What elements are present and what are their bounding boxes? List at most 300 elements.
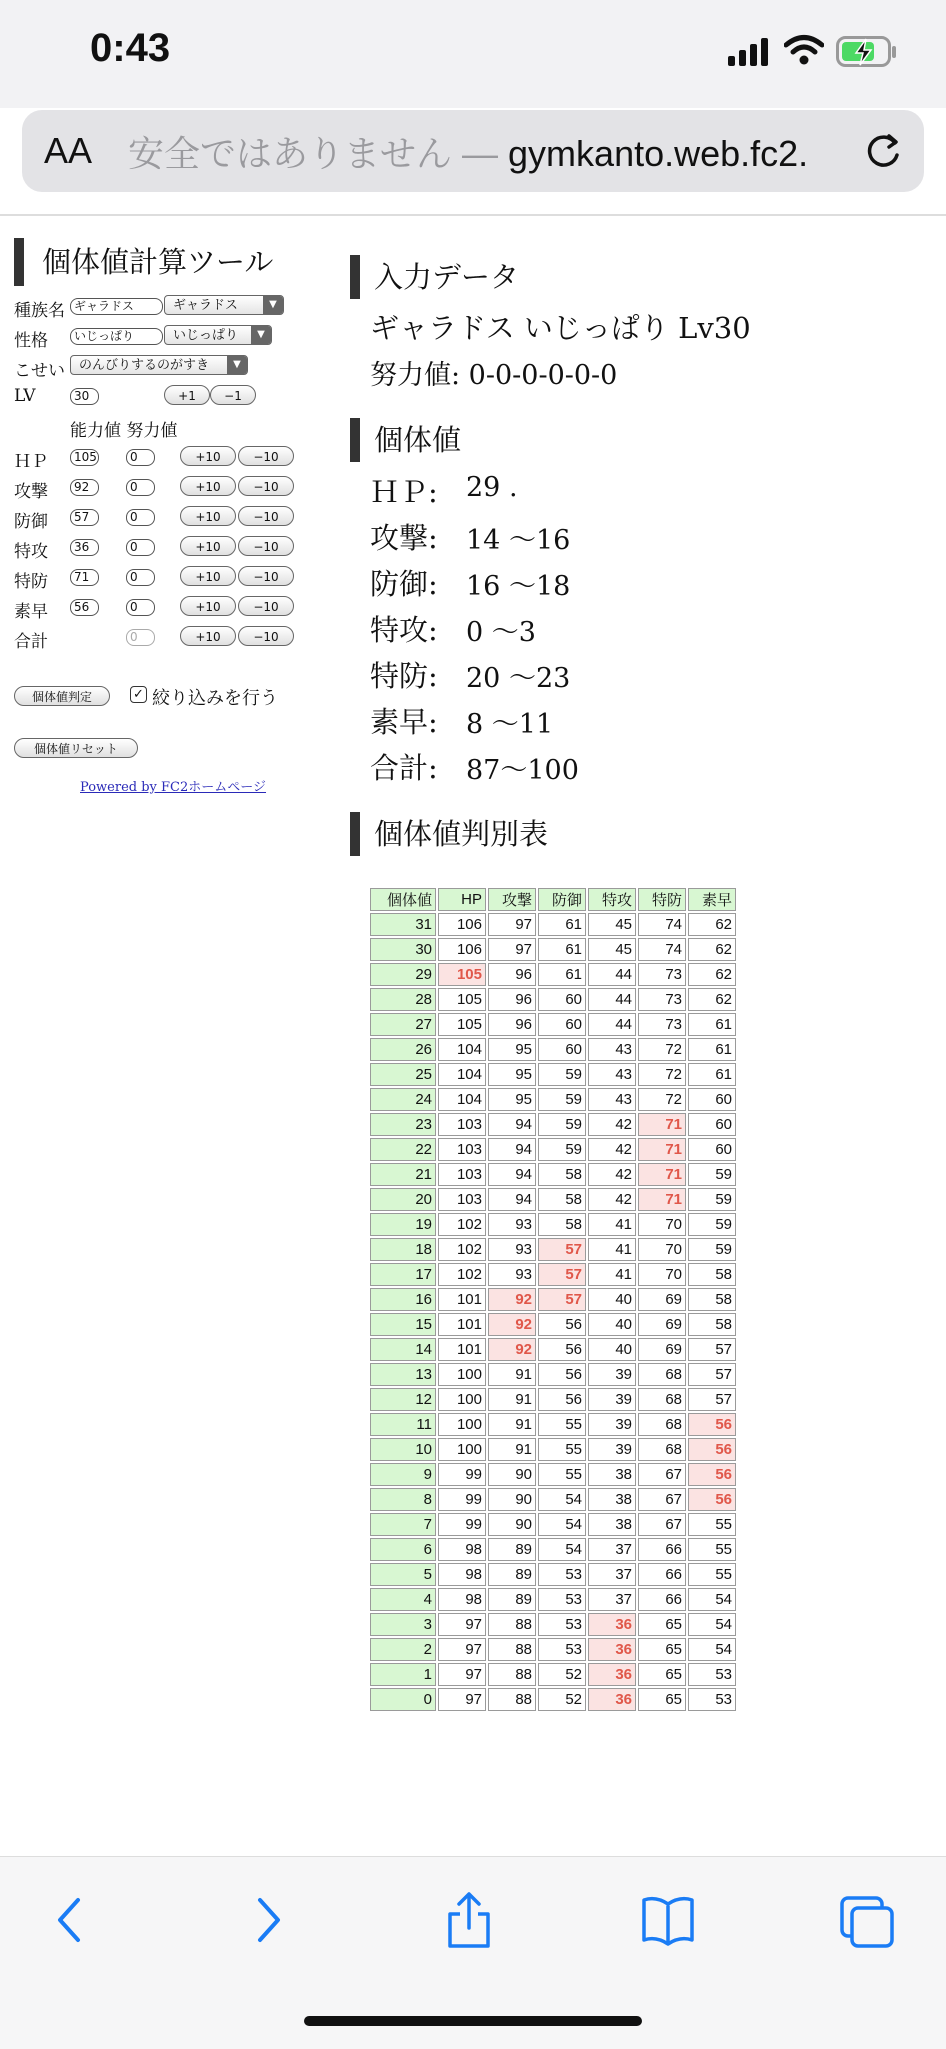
stat-cell: 89 xyxy=(488,1588,536,1611)
stat-cell: 70 xyxy=(638,1238,686,1261)
stat-cell: 44 xyxy=(588,963,636,986)
stat-cell: 57 xyxy=(688,1338,736,1361)
judge-button[interactable]: 個体値判定 xyxy=(14,686,110,706)
stat-cell: 65 xyxy=(638,1663,686,1686)
reset-button[interactable]: 個体値リセット xyxy=(14,738,138,758)
stat-cell: 58 xyxy=(688,1288,736,1311)
table-header-row xyxy=(370,888,736,911)
iv-table-heading: 個体値判別表 xyxy=(350,812,548,856)
battery-charging-icon xyxy=(836,36,898,68)
stat-cell: 61 xyxy=(688,1063,736,1086)
powered-by-link[interactable]: Powered by FC2ホームページ xyxy=(80,780,267,795)
table-row xyxy=(370,1688,736,1711)
stat-cell: 53 xyxy=(538,1563,586,1586)
iv-key-cell: 16 xyxy=(370,1288,436,1311)
stat-cell: 69 xyxy=(638,1288,686,1311)
table-row xyxy=(370,1138,736,1161)
table-row xyxy=(370,1363,736,1386)
stat-cell: 103 xyxy=(438,1138,486,1161)
stat-cell: 96 xyxy=(488,988,536,1011)
stat-cell: 66 xyxy=(638,1538,686,1561)
iv-label-attack: 攻撃: xyxy=(370,521,438,555)
iv-label-defense: 防御: xyxy=(370,567,438,601)
stat-cell: 59 xyxy=(538,1113,586,1136)
stat-cell: 102 xyxy=(438,1263,486,1286)
stat-cell: 73 xyxy=(638,963,686,986)
stat-cell: 56 xyxy=(688,1438,736,1461)
stat-cell: 101 xyxy=(438,1313,486,1336)
species-label: 種族名 xyxy=(14,301,65,321)
stat-cell: 74 xyxy=(638,938,686,961)
iv-key-cell: 31 xyxy=(370,913,436,936)
iv-value-total: 87〜100 xyxy=(466,755,579,786)
stat-cell: 59 xyxy=(688,1163,736,1186)
table-row xyxy=(370,1238,736,1261)
stat-cell: 60 xyxy=(538,988,586,1011)
stat-cell: 57 xyxy=(538,1263,586,1286)
stat-cell: 40 xyxy=(588,1288,636,1311)
iv-key-cell: 26 xyxy=(370,1038,436,1061)
stat-cell: 98 xyxy=(438,1588,486,1611)
stat-value-hp[interactable]: 105 xyxy=(70,449,99,466)
stat-cell: 60 xyxy=(538,1013,586,1036)
table-row xyxy=(370,1638,736,1661)
ev-input-spatk[interactable]: 0 xyxy=(126,539,155,556)
stat-cell: 73 xyxy=(638,988,686,1011)
ev-minus10-button[interactable]: −10 xyxy=(238,536,294,556)
stat-label-speed: 素早 xyxy=(14,602,48,622)
stat-cell: 62 xyxy=(688,963,736,986)
stat-value-spdef[interactable]: 71 xyxy=(70,569,99,586)
stat-cell: 41 xyxy=(588,1238,636,1261)
iv-value-speed: 8 〜11 xyxy=(466,709,554,740)
iv-judgement-table xyxy=(368,886,738,1713)
stat-cell: 42 xyxy=(588,1138,636,1161)
table-row xyxy=(370,1313,736,1336)
iv-key-cell: 10 xyxy=(370,1438,436,1461)
stat-cell: 53 xyxy=(538,1613,586,1636)
stat-cell: 97 xyxy=(438,1663,486,1686)
reload-icon[interactable] xyxy=(862,130,904,172)
stat-cell: 38 xyxy=(588,1488,636,1511)
chevron-down-icon: ▼ xyxy=(251,326,271,344)
stat-cell: 56 xyxy=(538,1363,586,1386)
iv-value-spdef: 20 〜23 xyxy=(466,663,571,694)
table-row xyxy=(370,1613,736,1636)
stat-cell: 105 xyxy=(438,963,486,986)
stat-cell: 37 xyxy=(588,1538,636,1561)
stat-cell: 97 xyxy=(488,938,536,961)
stat-cell: 93 xyxy=(488,1238,536,1261)
nature-label: 性格 xyxy=(14,331,48,351)
stat-cell: 101 xyxy=(438,1288,486,1311)
stat-cell: 105 xyxy=(438,1013,486,1036)
ev-plus10-button[interactable]: +10 xyxy=(180,626,236,646)
input-summary: ギャラドス いじっぱり Lv30 xyxy=(370,311,751,345)
stat-cell: 42 xyxy=(588,1113,636,1136)
iv-key-cell: 23 xyxy=(370,1113,436,1136)
stat-cell: 66 xyxy=(638,1563,686,1586)
bookmarks-icon[interactable] xyxy=(640,1890,696,1950)
stat-cell: 58 xyxy=(538,1188,586,1211)
stat-cell: 94 xyxy=(488,1113,536,1136)
ev-input-defense[interactable]: 0 xyxy=(126,509,155,526)
stat-cell: 55 xyxy=(538,1463,586,1486)
stat-cell: 91 xyxy=(488,1388,536,1411)
stat-cell: 53 xyxy=(538,1638,586,1661)
stat-cell: 67 xyxy=(638,1513,686,1536)
table-row xyxy=(370,1538,736,1561)
stat-cell: 103 xyxy=(438,1113,486,1136)
stat-cell: 45 xyxy=(588,938,636,961)
stat-cell: 91 xyxy=(488,1413,536,1436)
stat-cell: 45 xyxy=(588,913,636,936)
table-row xyxy=(370,1063,736,1086)
stat-cell: 68 xyxy=(638,1438,686,1461)
ev-plus10-button[interactable]: +10 xyxy=(180,536,236,556)
stat-cell: 104 xyxy=(438,1088,486,1111)
stat-cell: 99 xyxy=(438,1513,486,1536)
trait-label: こせい xyxy=(14,361,65,381)
reader-text-size-button[interactable]: AA xyxy=(44,130,93,171)
stat-cell: 52 xyxy=(538,1688,586,1711)
stat-cell: 54 xyxy=(688,1588,736,1611)
stat-cell: 106 xyxy=(438,938,486,961)
stat-cell: 36 xyxy=(588,1663,636,1686)
stat-cell: 39 xyxy=(588,1388,636,1411)
stat-cell: 58 xyxy=(538,1163,586,1186)
table-row xyxy=(370,938,736,961)
stat-cell: 88 xyxy=(488,1688,536,1711)
stat-cell: 69 xyxy=(638,1338,686,1361)
species-select[interactable] xyxy=(164,295,284,315)
stat-cell: 55 xyxy=(688,1513,736,1536)
stat-cell: 88 xyxy=(488,1613,536,1636)
stat-cell: 102 xyxy=(438,1238,486,1261)
stat-cell: 54 xyxy=(538,1538,586,1561)
stat-cell: 36 xyxy=(588,1613,636,1636)
stat-cell: 62 xyxy=(688,988,736,1011)
stat-cell: 36 xyxy=(588,1638,636,1661)
iv-label-hp: ＨＰ: xyxy=(370,475,438,509)
table-row xyxy=(370,1413,736,1436)
iv-key-cell: 4 xyxy=(370,1588,436,1611)
iv-key-cell: 18 xyxy=(370,1238,436,1261)
stat-cell: 57 xyxy=(688,1363,736,1386)
stat-cell: 100 xyxy=(438,1363,486,1386)
stat-cell: 90 xyxy=(488,1463,536,1486)
stat-cell: 101 xyxy=(438,1338,486,1361)
stat-cell: 53 xyxy=(538,1588,586,1611)
chevron-down-icon: ▼ xyxy=(227,356,247,374)
stat-cell: 96 xyxy=(488,963,536,986)
ev-plus10-button[interactable]: +10 xyxy=(180,596,236,616)
iv-key-cell: 6 xyxy=(370,1538,436,1561)
table-row xyxy=(370,1163,736,1186)
stat-cell: 99 xyxy=(438,1488,486,1511)
iv-key-cell: 1 xyxy=(370,1663,436,1686)
ev-input-attack[interactable]: 0 xyxy=(126,479,155,496)
stat-cell: 102 xyxy=(438,1213,486,1236)
stat-cell: 59 xyxy=(538,1063,586,1086)
share-icon[interactable] xyxy=(444,1890,494,1950)
narrow-label: 絞り込みを行う xyxy=(152,688,278,709)
iv-key-cell: 14 xyxy=(370,1338,436,1361)
column-header: 素早 xyxy=(688,888,736,911)
stat-cell: 54 xyxy=(538,1513,586,1536)
stat-cell: 40 xyxy=(588,1313,636,1336)
stat-cell: 94 xyxy=(488,1138,536,1161)
stat-cell: 44 xyxy=(588,1013,636,1036)
stat-cell: 43 xyxy=(588,1088,636,1111)
stat-value-speed[interactable]: 56 xyxy=(70,599,99,616)
stat-cell: 100 xyxy=(438,1388,486,1411)
stat-label-attack: 攻撃 xyxy=(14,482,48,502)
stat-cell: 88 xyxy=(488,1663,536,1686)
url-host: gymkanto.web.fc2. xyxy=(508,133,809,174)
stat-cell: 41 xyxy=(588,1263,636,1286)
stat-cell: 99 xyxy=(438,1463,486,1486)
stat-cell: 74 xyxy=(638,913,686,936)
stat-label-spatk: 特攻 xyxy=(14,542,48,562)
ev-input-total[interactable]: 0 xyxy=(126,629,155,646)
trait-select-value: のんびりするのがすき xyxy=(79,358,210,373)
ev-plus10-button[interactable]: +10 xyxy=(180,566,236,586)
stat-cell: 92 xyxy=(488,1338,536,1361)
stat-cell: 103 xyxy=(438,1188,486,1211)
stat-cell: 59 xyxy=(688,1188,736,1211)
stat-cell: 90 xyxy=(488,1488,536,1511)
stat-cell: 60 xyxy=(538,1038,586,1061)
stat-cell: 58 xyxy=(688,1313,736,1336)
stat-cell: 56 xyxy=(688,1463,736,1486)
stat-cell: 61 xyxy=(538,913,586,936)
nature-select[interactable] xyxy=(164,325,272,345)
stat-cell: 88 xyxy=(488,1638,536,1661)
stat-cell: 55 xyxy=(688,1563,736,1586)
table-row xyxy=(370,1263,736,1286)
table-row xyxy=(370,1488,736,1511)
stat-cell: 92 xyxy=(488,1288,536,1311)
stat-value-defense[interactable]: 57 xyxy=(70,509,99,526)
stat-cell: 54 xyxy=(688,1613,736,1636)
table-row xyxy=(370,1113,736,1136)
level-plus1-button[interactable]: +1 xyxy=(164,385,210,405)
cellular-signal-icon xyxy=(728,38,772,66)
stat-cell: 56 xyxy=(688,1413,736,1436)
back-icon[interactable] xyxy=(50,1890,90,1950)
stat-cell: 60 xyxy=(688,1113,736,1136)
stat-cell: 56 xyxy=(538,1313,586,1336)
trait-select[interactable] xyxy=(70,355,248,375)
iv-key-cell: 22 xyxy=(370,1138,436,1161)
iv-value-spatk: 0 〜3 xyxy=(466,617,536,648)
level-label: LV xyxy=(14,386,36,406)
stat-cell: 54 xyxy=(688,1638,736,1661)
stat-cell: 60 xyxy=(688,1138,736,1161)
stat-cell: 73 xyxy=(638,1013,686,1036)
ev-plus10-button[interactable]: +10 xyxy=(180,446,236,466)
level-minus1-button[interactable]: −1 xyxy=(210,385,256,405)
tabs-icon[interactable] xyxy=(838,1890,898,1950)
iv-heading: 個体値 xyxy=(350,418,461,462)
stat-cell: 89 xyxy=(488,1563,536,1586)
iv-value-attack: 14 〜16 xyxy=(466,525,571,556)
stat-cell: 52 xyxy=(538,1663,586,1686)
iv-key-cell: 5 xyxy=(370,1563,436,1586)
stat-cell: 92 xyxy=(488,1313,536,1336)
stat-cell: 65 xyxy=(638,1638,686,1661)
stat-cell: 105 xyxy=(438,988,486,1011)
table-row xyxy=(370,1513,736,1536)
iv-key-cell: 29 xyxy=(370,963,436,986)
stat-cell: 93 xyxy=(488,1263,536,1286)
level-input[interactable]: 30 xyxy=(70,388,99,405)
ev-input-spdef[interactable]: 0 xyxy=(126,569,155,586)
stat-cell: 57 xyxy=(538,1288,586,1311)
column-header: 攻撃 xyxy=(488,888,536,911)
forward-icon[interactable] xyxy=(248,1890,288,1950)
ev-minus10-button[interactable]: −10 xyxy=(238,476,294,496)
stat-value-spatk[interactable]: 36 xyxy=(70,539,99,556)
stat-cell: 104 xyxy=(438,1063,486,1086)
stat-cell: 62 xyxy=(688,938,736,961)
toolbar-divider xyxy=(0,214,946,216)
url-text[interactable] xyxy=(128,126,838,176)
iv-key-cell: 2 xyxy=(370,1638,436,1661)
stat-label-hp: ＨＰ xyxy=(14,452,48,472)
iv-key-cell: 7 xyxy=(370,1513,436,1536)
iv-key-cell: 0 xyxy=(370,1688,436,1711)
narrow-checkbox[interactable]: ✓ xyxy=(130,686,147,703)
iv-key-cell: 19 xyxy=(370,1213,436,1236)
stat-cell: 59 xyxy=(688,1238,736,1261)
stat-cell: 59 xyxy=(538,1138,586,1161)
ev-input-hp[interactable]: 0 xyxy=(126,449,155,466)
table-row xyxy=(370,1013,736,1036)
stat-cell: 57 xyxy=(688,1388,736,1411)
table-row xyxy=(370,988,736,1011)
iv-value-defense: 16 〜18 xyxy=(466,571,571,602)
stat-cell: 93 xyxy=(488,1213,536,1236)
iv-key-cell: 3 xyxy=(370,1613,436,1636)
stat-cell: 72 xyxy=(638,1088,686,1111)
iv-key-cell: 9 xyxy=(370,1463,436,1486)
stat-cell: 68 xyxy=(638,1388,686,1411)
stat-cell: 37 xyxy=(588,1563,636,1586)
input-evs: 努力値: 0-0-0-0-0-0 xyxy=(370,360,618,391)
table-row xyxy=(370,1038,736,1061)
table-row xyxy=(370,1563,736,1586)
table-row xyxy=(370,1088,736,1111)
iv-key-cell: 21 xyxy=(370,1163,436,1186)
stat-cell: 70 xyxy=(638,1263,686,1286)
iv-value-hp: 29 . xyxy=(466,472,518,503)
iv-label-spdef: 特防: xyxy=(370,659,438,693)
stat-cell: 53 xyxy=(688,1663,736,1686)
column-header: HP xyxy=(438,888,486,911)
stat-cell: 89 xyxy=(488,1538,536,1561)
ev-minus10-button[interactable]: −10 xyxy=(238,566,294,586)
iv-key-cell: 20 xyxy=(370,1188,436,1211)
stat-cell: 66 xyxy=(638,1588,686,1611)
stat-cell: 103 xyxy=(438,1163,486,1186)
ev-minus10-button[interactable]: −10 xyxy=(238,506,294,526)
stat-cell: 39 xyxy=(588,1413,636,1436)
url-security-warning: 安全ではありません — xyxy=(128,133,499,174)
iv-key-cell: 25 xyxy=(370,1063,436,1086)
iv-key-cell: 17 xyxy=(370,1263,436,1286)
stat-cell: 55 xyxy=(688,1538,736,1561)
iv-key-cell: 15 xyxy=(370,1313,436,1336)
ev-minus10-button[interactable]: −10 xyxy=(238,626,294,646)
iv-key-cell: 11 xyxy=(370,1413,436,1436)
stat-label-defense: 防御 xyxy=(14,512,48,532)
stat-cell: 68 xyxy=(638,1413,686,1436)
iv-key-cell: 8 xyxy=(370,1488,436,1511)
stat-cell: 71 xyxy=(638,1113,686,1136)
ev-minus10-button[interactable]: −10 xyxy=(238,446,294,466)
stat-cell: 39 xyxy=(588,1438,636,1461)
stat-cell: 61 xyxy=(538,963,586,986)
stat-cell: 72 xyxy=(638,1038,686,1061)
stat-cell: 97 xyxy=(438,1613,486,1636)
stat-cell: 98 xyxy=(438,1538,486,1561)
species-input[interactable]: ギャラドス xyxy=(70,298,163,315)
ev-plus10-button[interactable]: +10 xyxy=(180,476,236,496)
table-row xyxy=(370,1213,736,1236)
ev-input-speed[interactable]: 0 xyxy=(126,599,155,616)
stat-label-spdef: 特防 xyxy=(14,572,48,592)
table-row xyxy=(370,1463,736,1486)
tool-title: 個体値計算ツール xyxy=(14,238,273,286)
table-row xyxy=(370,1288,736,1311)
stat-cell: 55 xyxy=(538,1438,586,1461)
stat-cell: 58 xyxy=(538,1213,586,1236)
stat-cell: 97 xyxy=(488,913,536,936)
table-row xyxy=(370,1388,736,1411)
stat-cell: 97 xyxy=(438,1688,486,1711)
stat-cell: 58 xyxy=(688,1263,736,1286)
stat-cell: 38 xyxy=(588,1463,636,1486)
chevron-down-icon: ▼ xyxy=(263,296,283,314)
stat-cell: 100 xyxy=(438,1438,486,1461)
table-row xyxy=(370,963,736,986)
stat-cell: 53 xyxy=(688,1688,736,1711)
stat-cell: 69 xyxy=(638,1313,686,1336)
table-row xyxy=(370,1188,736,1211)
column-header: 防御 xyxy=(538,888,586,911)
iv-key-cell: 27 xyxy=(370,1013,436,1036)
stat-cell: 95 xyxy=(488,1063,536,1086)
iv-label-total: 合計: xyxy=(370,751,438,785)
stat-cell: 61 xyxy=(688,1038,736,1061)
stat-value-attack[interactable]: 92 xyxy=(70,479,99,496)
table-row xyxy=(370,1338,736,1361)
stat-cell: 42 xyxy=(588,1163,636,1186)
stat-cell: 54 xyxy=(538,1488,586,1511)
table-row xyxy=(370,1438,736,1461)
nature-input[interactable]: いじっぱり xyxy=(70,328,163,345)
ev-minus10-button[interactable]: −10 xyxy=(238,596,294,616)
stat-cell: 67 xyxy=(638,1463,686,1486)
stat-cell: 59 xyxy=(688,1213,736,1236)
ev-plus10-button[interactable]: +10 xyxy=(180,506,236,526)
stat-cell: 39 xyxy=(588,1363,636,1386)
stat-cell: 56 xyxy=(538,1338,586,1361)
stat-cell: 65 xyxy=(638,1613,686,1636)
iv-key-cell: 24 xyxy=(370,1088,436,1111)
